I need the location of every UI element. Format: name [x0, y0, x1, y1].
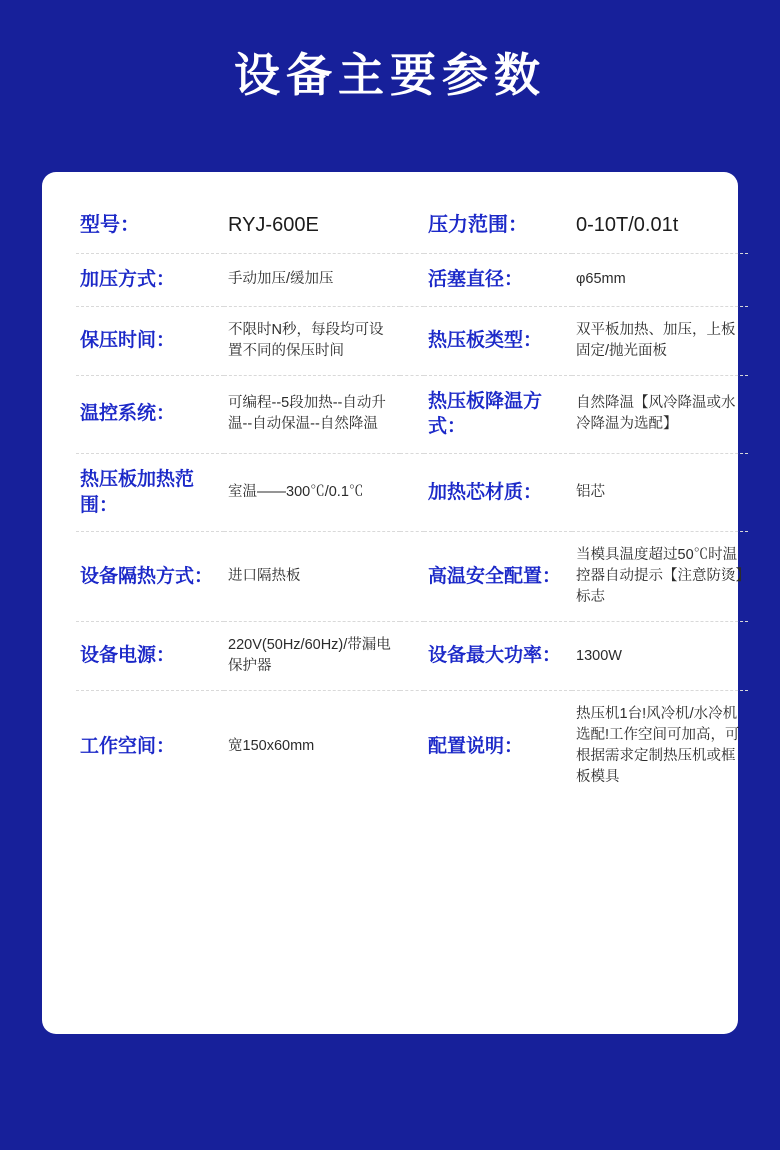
spec-value: 可编程--5段加热--自动升温--自动保温--自然降温 — [228, 395, 386, 433]
spec-label: 加压方式： — [80, 269, 176, 290]
spec-label: 加热芯材质： — [428, 481, 543, 503]
spec-label: 设备电源： — [80, 645, 176, 667]
spec-value: 进口隔热板 — [228, 568, 301, 585]
spec-label: 温控系统： — [80, 403, 176, 425]
spec-label: 活塞直径： — [428, 269, 524, 290]
spec-label: 设备隔热方式： — [80, 565, 214, 587]
spec-label: 保压时间： — [80, 329, 176, 351]
table-row — [76, 532, 748, 622]
table-row — [76, 375, 748, 453]
spec-value: 220V(50Hz/60Hz)/带漏电保护器 — [228, 637, 391, 675]
bottom-bar — [0, 1034, 780, 1150]
column-spacer — [400, 532, 424, 622]
spec-value: 自然降温【风冷降温或水冷降温为选配】 — [576, 395, 736, 433]
table-row — [76, 691, 748, 802]
column-spacer — [400, 453, 424, 531]
spec-value: 热压机1台!风冷机/水冷机选配!工作空间可加高，可根据需求定制热压机或框板模具 — [576, 706, 740, 786]
table-row — [76, 453, 748, 531]
spec-value: 室温——300℃/0.1℃ — [228, 484, 364, 501]
spec-label: 高温安全配置： — [428, 565, 562, 587]
spec-label: 配置说明： — [428, 735, 524, 757]
spec-value: 1300W — [576, 647, 622, 664]
table-row — [76, 622, 748, 691]
column-spacer — [400, 198, 424, 254]
spec-label: 热压板降温方式： — [428, 390, 543, 438]
spec-label: 热压板类型： — [428, 329, 543, 351]
page-title: 设备主要参数 — [234, 49, 546, 101]
spec-value: 铝芯 — [576, 484, 605, 501]
spec-label: 压力范围： — [428, 214, 528, 236]
spec-value: φ65mm — [576, 271, 626, 288]
spec-label: 型号： — [80, 214, 140, 236]
column-spacer — [400, 254, 424, 307]
column-spacer — [400, 306, 424, 375]
spec-value: 双平板加热、加压，上板固定/抛光面板 — [576, 321, 736, 359]
spec-value: 0-10T/0.01t — [576, 214, 679, 236]
spec-label: 热压板加热范围： — [80, 468, 195, 516]
spec-value: 手动加压/缓加压 — [228, 271, 334, 288]
spec-label: 工作空间： — [80, 735, 176, 757]
spec-value: 不限时N秒，每段均可设置不同的保压时间 — [228, 321, 384, 359]
spec-label: 设备最大功率： — [428, 645, 562, 667]
spec-value: RYJ-600E — [228, 214, 319, 236]
spec-value: 当模具温度超过50℃时温控器自动提示【注意防烫】标志 — [576, 547, 743, 606]
table-row — [76, 198, 748, 254]
column-spacer — [400, 622, 424, 691]
table-row — [76, 306, 748, 375]
column-spacer — [400, 691, 424, 802]
spec-value: 宽150x60mm — [228, 737, 315, 754]
table-row — [76, 254, 748, 307]
column-spacer — [400, 375, 424, 453]
spec-table — [76, 198, 748, 801]
spec-card — [42, 172, 743, 1034]
